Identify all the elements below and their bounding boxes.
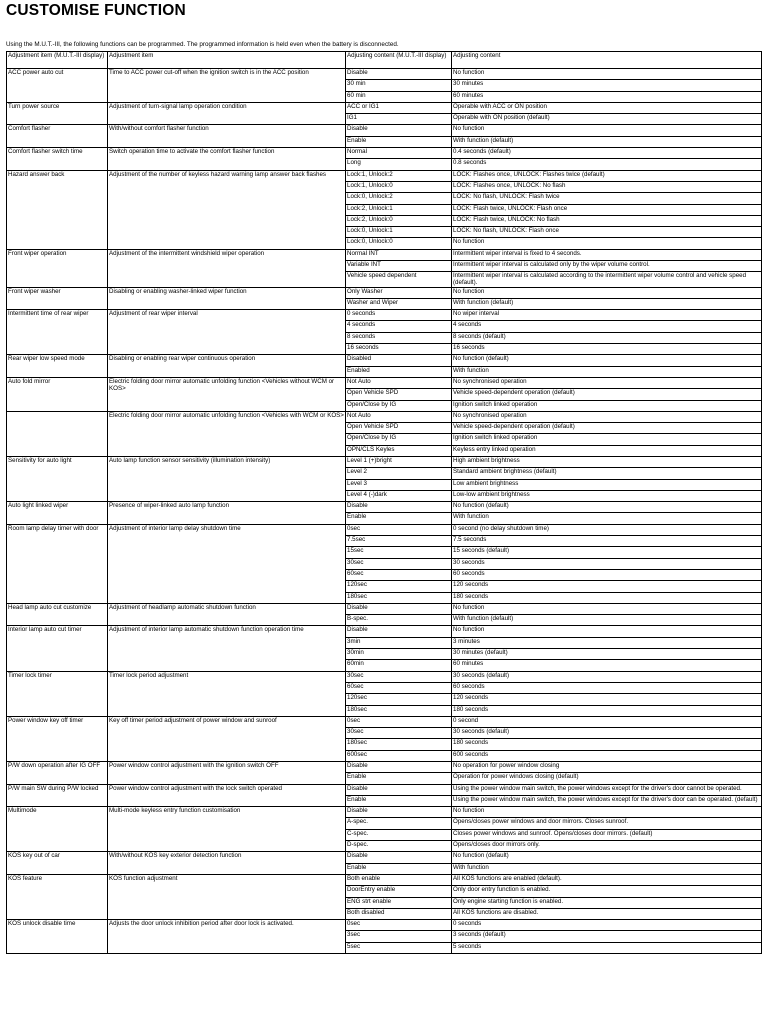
- setting-description-cell: Low-low ambient brightness: [452, 490, 762, 501]
- table-row: [7, 249, 762, 260]
- adjustment-description-cell: Adjustment of the intermittent windshield wiper operation: [108, 249, 346, 287]
- adjustment-description-cell: Multi-mode keyless entry function customisation: [108, 807, 346, 852]
- setting-description-cell: No function (default): [452, 852, 762, 863]
- adjustment-description-cell: Disabling or enabling rear wiper continuous operation: [108, 355, 346, 378]
- mut-setting-cell: Long: [346, 159, 452, 170]
- setting-description-cell: 600 seconds: [452, 750, 762, 761]
- setting-description-cell: Using the power window main switch, the power windows except for the driver's door cannot be operated.: [452, 784, 762, 795]
- mut-setting-cell: Lock:1, Unlock:2: [346, 170, 452, 181]
- table-header-row: [7, 52, 762, 69]
- setting-description-cell: 0 second (no delay shutdown time): [452, 524, 762, 535]
- mut-setting-cell: Lock:0, Unlock:0: [346, 238, 452, 249]
- setting-description-cell: No function: [452, 626, 762, 637]
- table-row: [7, 377, 762, 388]
- table-row: [7, 524, 762, 535]
- mut-setting-cell: 5sec: [346, 942, 452, 953]
- setting-description-cell: No function (default): [452, 502, 762, 513]
- table-row: [7, 502, 762, 513]
- setting-description-cell: 0.8 seconds: [452, 159, 762, 170]
- customise-function-table: [6, 51, 762, 954]
- table-row: [7, 125, 762, 136]
- mut-setting-cell: Enable: [346, 513, 452, 524]
- header-adjustment-item-mut: Adjustment item (M.U.T.-III display): [7, 52, 108, 69]
- mut-setting-cell: Enable: [346, 795, 452, 806]
- adjustment-item-cell: Rear wiper low speed mode: [7, 355, 108, 378]
- mut-setting-cell: Both disabled: [346, 908, 452, 919]
- adjustment-description-cell: Adjustment of turn-signal lamp operation condition: [108, 102, 346, 125]
- table-row: [7, 603, 762, 614]
- mut-setting-cell: Washer and Wiper: [346, 298, 452, 309]
- setting-description-cell: 4 seconds: [452, 321, 762, 332]
- mut-setting-cell: 30sec: [346, 728, 452, 739]
- setting-description-cell: Vehicle speed-dependent operation (default): [452, 389, 762, 400]
- header-adjustment-item: Adjustment item: [108, 52, 346, 69]
- setting-description-cell: Intermittent wiper interval is calculated only by the wiper volume control.: [452, 261, 762, 272]
- table-row: [7, 762, 762, 773]
- table-row: [7, 148, 762, 159]
- setting-description-cell: 0 second: [452, 716, 762, 727]
- adjustment-description-cell: Power window control adjustment with the ignition switch OFF: [108, 762, 346, 785]
- adjustment-description-cell: With/without comfort flasher function: [108, 125, 346, 148]
- mut-setting-cell: 16 seconds: [346, 344, 452, 355]
- page-title: CUSTOMISE FUNCTION: [6, 2, 186, 19]
- mut-setting-cell: Open Vehicle SPD: [346, 423, 452, 434]
- adjustment-description-cell: Adjustment of the number of keyless hazard warning lamp answer back flashes: [108, 170, 346, 249]
- mut-setting-cell: ACC or IG1: [346, 102, 452, 113]
- adjustment-item-cell: Sensitivity for auto light: [7, 456, 108, 501]
- mut-setting-cell: ENG strt enable: [346, 897, 452, 908]
- adjustment-item-cell: [7, 411, 108, 456]
- mut-setting-cell: 180sec: [346, 739, 452, 750]
- setting-description-cell: 60 seconds: [452, 569, 762, 580]
- table-row: [7, 287, 762, 298]
- mut-setting-cell: OPN/CLS Keyles: [346, 445, 452, 456]
- setting-description-cell: No function: [452, 807, 762, 818]
- mut-setting-cell: 30min: [346, 649, 452, 660]
- table-row: [7, 69, 762, 80]
- mut-setting-cell: A-spec.: [346, 818, 452, 829]
- adjustment-description-cell: With/without KOS key exterior detection function: [108, 852, 346, 875]
- setting-description-cell: Only door entry function is enabled.: [452, 886, 762, 897]
- setting-description-cell: Ignition switch linked operation: [452, 434, 762, 445]
- mut-setting-cell: 0 seconds: [346, 310, 452, 321]
- setting-description-cell: 30 minutes (default): [452, 649, 762, 660]
- mut-setting-cell: 60min: [346, 660, 452, 671]
- mut-setting-cell: Disable: [346, 502, 452, 513]
- setting-description-cell: Closes power windows and sunroof. Opens/closes door mirrors. (default): [452, 829, 762, 840]
- setting-description-cell: With function (default): [452, 298, 762, 309]
- mut-setting-cell: 30 min: [346, 80, 452, 91]
- mut-setting-cell: Normal: [346, 148, 452, 159]
- setting-description-cell: 120 seconds: [452, 694, 762, 705]
- setting-description-cell: 15 seconds (default): [452, 547, 762, 558]
- mut-setting-cell: Open/Close by IG: [346, 434, 452, 445]
- setting-description-cell: Operable with ON position (default): [452, 114, 762, 125]
- adjustment-description-cell: Auto lamp function sensor sensitivity (illumination intensity): [108, 456, 346, 501]
- table-row: [7, 170, 762, 181]
- adjustment-item-cell: Power window key off timer: [7, 716, 108, 761]
- adjustment-item-cell: Intermittent time of rear wiper: [7, 310, 108, 355]
- mut-setting-cell: Both enable: [346, 874, 452, 885]
- mut-setting-cell: 3min: [346, 637, 452, 648]
- mut-setting-cell: Disable: [346, 852, 452, 863]
- mut-setting-cell: Open/Close by IG: [346, 400, 452, 411]
- mut-setting-cell: 7.5sec: [346, 536, 452, 547]
- mut-setting-cell: 180sec: [346, 705, 452, 716]
- mut-setting-cell: Only Washer: [346, 287, 452, 298]
- setting-description-cell: Opens/closes power windows and door mirrors. Closes sunroof.: [452, 818, 762, 829]
- mut-setting-cell: 120sec: [346, 581, 452, 592]
- setting-description-cell: With function: [452, 366, 762, 377]
- adjustment-item-cell: Multimode: [7, 807, 108, 852]
- table-row: [7, 456, 762, 467]
- setting-description-cell: Standard ambient brightness (default): [452, 468, 762, 479]
- adjustment-description-cell: Electric folding door mirror automatic unfolding function <Vehicles without WCM or KOS>: [108, 377, 346, 411]
- mut-setting-cell: Disable: [346, 762, 452, 773]
- mut-setting-cell: DoorEntry enable: [346, 886, 452, 897]
- setting-description-cell: No function: [452, 69, 762, 80]
- setting-description-cell: 60 seconds: [452, 682, 762, 693]
- mut-setting-cell: IG1: [346, 114, 452, 125]
- mut-setting-cell: 15sec: [346, 547, 452, 558]
- adjustment-description-cell: Switch operation time to activate the comfort flasher function: [108, 148, 346, 171]
- table-row: [7, 671, 762, 682]
- setting-description-cell: No synchronised operation: [452, 411, 762, 422]
- mut-setting-cell: Disable: [346, 784, 452, 795]
- mut-setting-cell: Lock:2, Unlock:0: [346, 215, 452, 226]
- setting-description-cell: LOCK: No flash, UNLOCK: Flash once: [452, 227, 762, 238]
- adjustment-item-cell: Auto light linked wiper: [7, 502, 108, 525]
- mut-setting-cell: Lock:2, Unlock:1: [346, 204, 452, 215]
- setting-description-cell: No synchronised operation: [452, 377, 762, 388]
- adjustment-item-cell: Interior lamp auto cut timer: [7, 626, 108, 671]
- mut-setting-cell: Disable: [346, 807, 452, 818]
- adjustment-item-cell: P/W down operation after IG OFF: [7, 762, 108, 785]
- setting-description-cell: 7.5 seconds: [452, 536, 762, 547]
- table-row: [7, 411, 762, 422]
- setting-description-cell: With function: [452, 863, 762, 874]
- adjustment-description-cell: Adjustment of interior lamp delay shutdown time: [108, 524, 346, 603]
- table-row: [7, 920, 762, 931]
- mut-setting-cell: D-spec.: [346, 841, 452, 852]
- setting-description-cell: No function: [452, 238, 762, 249]
- mut-setting-cell: 30sec: [346, 671, 452, 682]
- mut-setting-cell: Disabled: [346, 355, 452, 366]
- mut-setting-cell: Lock:0, Unlock:2: [346, 193, 452, 204]
- setting-description-cell: 180 seconds: [452, 592, 762, 603]
- setting-description-cell: No function: [452, 603, 762, 614]
- setting-description-cell: 120 seconds: [452, 581, 762, 592]
- adjustment-description-cell: Adjustment of rear wiper interval: [108, 310, 346, 355]
- setting-description-cell: 3 seconds (default): [452, 931, 762, 942]
- adjustment-item-cell: Auto fold mirror: [7, 377, 108, 411]
- table-row: [7, 626, 762, 637]
- setting-description-cell: All KOS functions are disabled.: [452, 908, 762, 919]
- adjustment-description-cell: Key off timer period adjustment of power window and sunroof: [108, 716, 346, 761]
- mut-setting-cell: 60sec: [346, 569, 452, 580]
- adjustment-description-cell: Disabling or enabling washer-linked wiper function: [108, 287, 346, 310]
- adjustment-item-cell: KOS key out of car: [7, 852, 108, 875]
- setting-description-cell: 30 seconds (default): [452, 728, 762, 739]
- mut-setting-cell: Variable INT: [346, 261, 452, 272]
- setting-description-cell: Only engine starting function is enabled.: [452, 897, 762, 908]
- mut-setting-cell: 0sec: [346, 524, 452, 535]
- mut-setting-cell: Enable: [346, 863, 452, 874]
- adjustment-description-cell: Adjusts the door unlock inhibition period after door lock is activated.: [108, 920, 346, 954]
- table-row: [7, 716, 762, 727]
- setting-description-cell: Ignition switch linked operation: [452, 400, 762, 411]
- mut-setting-cell: Lock:1, Unlock:0: [346, 181, 452, 192]
- mut-setting-cell: 0sec: [346, 920, 452, 931]
- setting-description-cell: Intermittent wiper interval is fixed to 4 seconds.: [452, 249, 762, 260]
- adjustment-item-cell: ACC power auto cut: [7, 69, 108, 103]
- mut-setting-cell: Not Auto: [346, 411, 452, 422]
- mut-setting-cell: Level 4 (-)dark: [346, 490, 452, 501]
- adjustment-description-cell: Adjustment of interior lamp automatic shutdown function operation time: [108, 626, 346, 671]
- adjustment-description-cell: Adjustment of headlamp automatic shutdown function: [108, 603, 346, 626]
- table-body: [7, 69, 762, 954]
- setting-description-cell: With function (default): [452, 615, 762, 626]
- mut-setting-cell: 60sec: [346, 682, 452, 693]
- setting-description-cell: No function: [452, 287, 762, 298]
- adjustment-description-cell: Timer lock period adjustment: [108, 671, 346, 716]
- table-row: [7, 355, 762, 366]
- setting-description-cell: Operation for power windows closing (default): [452, 773, 762, 784]
- header-adjusting-content: Adjusting content: [452, 52, 762, 69]
- mut-setting-cell: Disable: [346, 125, 452, 136]
- mut-setting-cell: 120sec: [346, 694, 452, 705]
- adjustment-item-cell: Comfort flasher switch time: [7, 148, 108, 171]
- adjustment-item-cell: Comfort flasher: [7, 125, 108, 148]
- setting-description-cell: No operation for power window closing: [452, 762, 762, 773]
- adjustment-item-cell: Head lamp auto cut customize: [7, 603, 108, 626]
- setting-description-cell: Intermittent wiper interval is calculated according to the intermittent wiper volume control and vehicle speed (default).: [452, 272, 762, 287]
- mut-setting-cell: Disable: [346, 603, 452, 614]
- adjustment-item-cell: Front wiper operation: [7, 249, 108, 287]
- setting-description-cell: 60 minutes: [452, 660, 762, 671]
- adjustment-description-cell: KOS function adjustment: [108, 874, 346, 919]
- setting-description-cell: 30 seconds (default): [452, 671, 762, 682]
- mut-setting-cell: 3sec: [346, 931, 452, 942]
- setting-description-cell: No wiper interval: [452, 310, 762, 321]
- setting-description-cell: Operable with ACC or ON position: [452, 102, 762, 113]
- setting-description-cell: 60 minutes: [452, 91, 762, 102]
- adjustment-description-cell: Time to ACC power cut-off when the ignition switch is in the ACC position: [108, 69, 346, 103]
- mut-setting-cell: B-spec.: [346, 615, 452, 626]
- mut-setting-cell: Enable: [346, 773, 452, 784]
- mut-setting-cell: Enabled: [346, 366, 452, 377]
- adjustment-item-cell: Turn power source: [7, 102, 108, 125]
- mut-setting-cell: 180sec: [346, 592, 452, 603]
- setting-description-cell: 8 seconds (default): [452, 332, 762, 343]
- table-row: [7, 852, 762, 863]
- setting-description-cell: With function: [452, 513, 762, 524]
- adjustment-item-cell: P/W main SW during P/W locked: [7, 784, 108, 807]
- setting-description-cell: No function: [452, 125, 762, 136]
- mut-setting-cell: Disable: [346, 69, 452, 80]
- mut-setting-cell: Disable: [346, 626, 452, 637]
- header-adjusting-content-mut: Adjusting content (M.U.T.-III display): [346, 52, 452, 69]
- mut-setting-cell: Open Vehicle SPD: [346, 389, 452, 400]
- setting-description-cell: LOCK: Flash twice, UNLOCK: Flash once: [452, 204, 762, 215]
- setting-description-cell: Opens/closes door mirrors only.: [452, 841, 762, 852]
- setting-description-cell: Using the power window main switch, the power windows except for the driver's door can be operated. (default): [452, 795, 762, 806]
- adjustment-description-cell: Electric folding door mirror automatic unfolding function <Vehicles with WCM or KOS>: [108, 411, 346, 456]
- adjustment-item-cell: Timer lock timer: [7, 671, 108, 716]
- setting-description-cell: Keyless entry linked operation: [452, 445, 762, 456]
- mut-setting-cell: Lock:0, Unlock:1: [346, 227, 452, 238]
- setting-description-cell: LOCK: Flash twice, UNLOCK: No flash: [452, 215, 762, 226]
- adjustment-item-cell: Front wiper washer: [7, 287, 108, 310]
- table-row: [7, 874, 762, 885]
- mut-setting-cell: 30sec: [346, 558, 452, 569]
- setting-description-cell: 5 seconds: [452, 942, 762, 953]
- mut-setting-cell: 8 seconds: [346, 332, 452, 343]
- mut-setting-cell: Normal INT: [346, 249, 452, 260]
- setting-description-cell: LOCK: Flashes once, UNLOCK: No flash: [452, 181, 762, 192]
- adjustment-item-cell: Hazard answer back: [7, 170, 108, 249]
- setting-description-cell: LOCK: No flash, UNLOCK: Flash twice: [452, 193, 762, 204]
- setting-description-cell: With function (default): [452, 136, 762, 147]
- setting-description-cell: All KOS functions are enabled (default).: [452, 874, 762, 885]
- mut-setting-cell: 600sec: [346, 750, 452, 761]
- table-row: [7, 310, 762, 321]
- table-row: [7, 784, 762, 795]
- mut-setting-cell: Level 2: [346, 468, 452, 479]
- mut-setting-cell: Level 1 (+)bright: [346, 456, 452, 467]
- mut-setting-cell: Not Auto: [346, 377, 452, 388]
- mut-setting-cell: C-spec.: [346, 829, 452, 840]
- setting-description-cell: 3 minutes: [452, 637, 762, 648]
- setting-description-cell: 30 seconds: [452, 558, 762, 569]
- setting-description-cell: Low ambient brightness: [452, 479, 762, 490]
- setting-description-cell: 0 seconds: [452, 920, 762, 931]
- table-row: [7, 102, 762, 113]
- setting-description-cell: 16 seconds: [452, 344, 762, 355]
- setting-description-cell: 180 seconds: [452, 705, 762, 716]
- adjustment-item-cell: KOS feature: [7, 874, 108, 919]
- setting-description-cell: 30 minutes: [452, 80, 762, 91]
- mut-setting-cell: Vehicle speed dependent: [346, 272, 452, 287]
- setting-description-cell: 0.4 seconds (default): [452, 148, 762, 159]
- setting-description-cell: Vehicle speed-dependent operation (default): [452, 423, 762, 434]
- intro-text: Using the M.U.T.-III, the following functions can be programmed. The programmed information is held even when the battery is disconnected.: [6, 41, 399, 48]
- mut-setting-cell: 4 seconds: [346, 321, 452, 332]
- adjustment-item-cell: KOS unlock disable time: [7, 920, 108, 954]
- table-row: [7, 807, 762, 818]
- setting-description-cell: No function (default): [452, 355, 762, 366]
- adjustment-description-cell: Power window control adjustment with the lock switch operated: [108, 784, 346, 807]
- setting-description-cell: High ambient brightness: [452, 456, 762, 467]
- adjustment-description-cell: Presence of wiper-linked auto lamp function: [108, 502, 346, 525]
- adjustment-item-cell: Room lamp delay timer with door: [7, 524, 108, 603]
- mut-setting-cell: 60 min: [346, 91, 452, 102]
- mut-setting-cell: Enable: [346, 136, 452, 147]
- setting-description-cell: 180 seconds: [452, 739, 762, 750]
- mut-setting-cell: 0sec: [346, 716, 452, 727]
- setting-description-cell: LOCK: Flashes once, UNLOCK: Flashes twice (default): [452, 170, 762, 181]
- mut-setting-cell: Level 3: [346, 479, 452, 490]
